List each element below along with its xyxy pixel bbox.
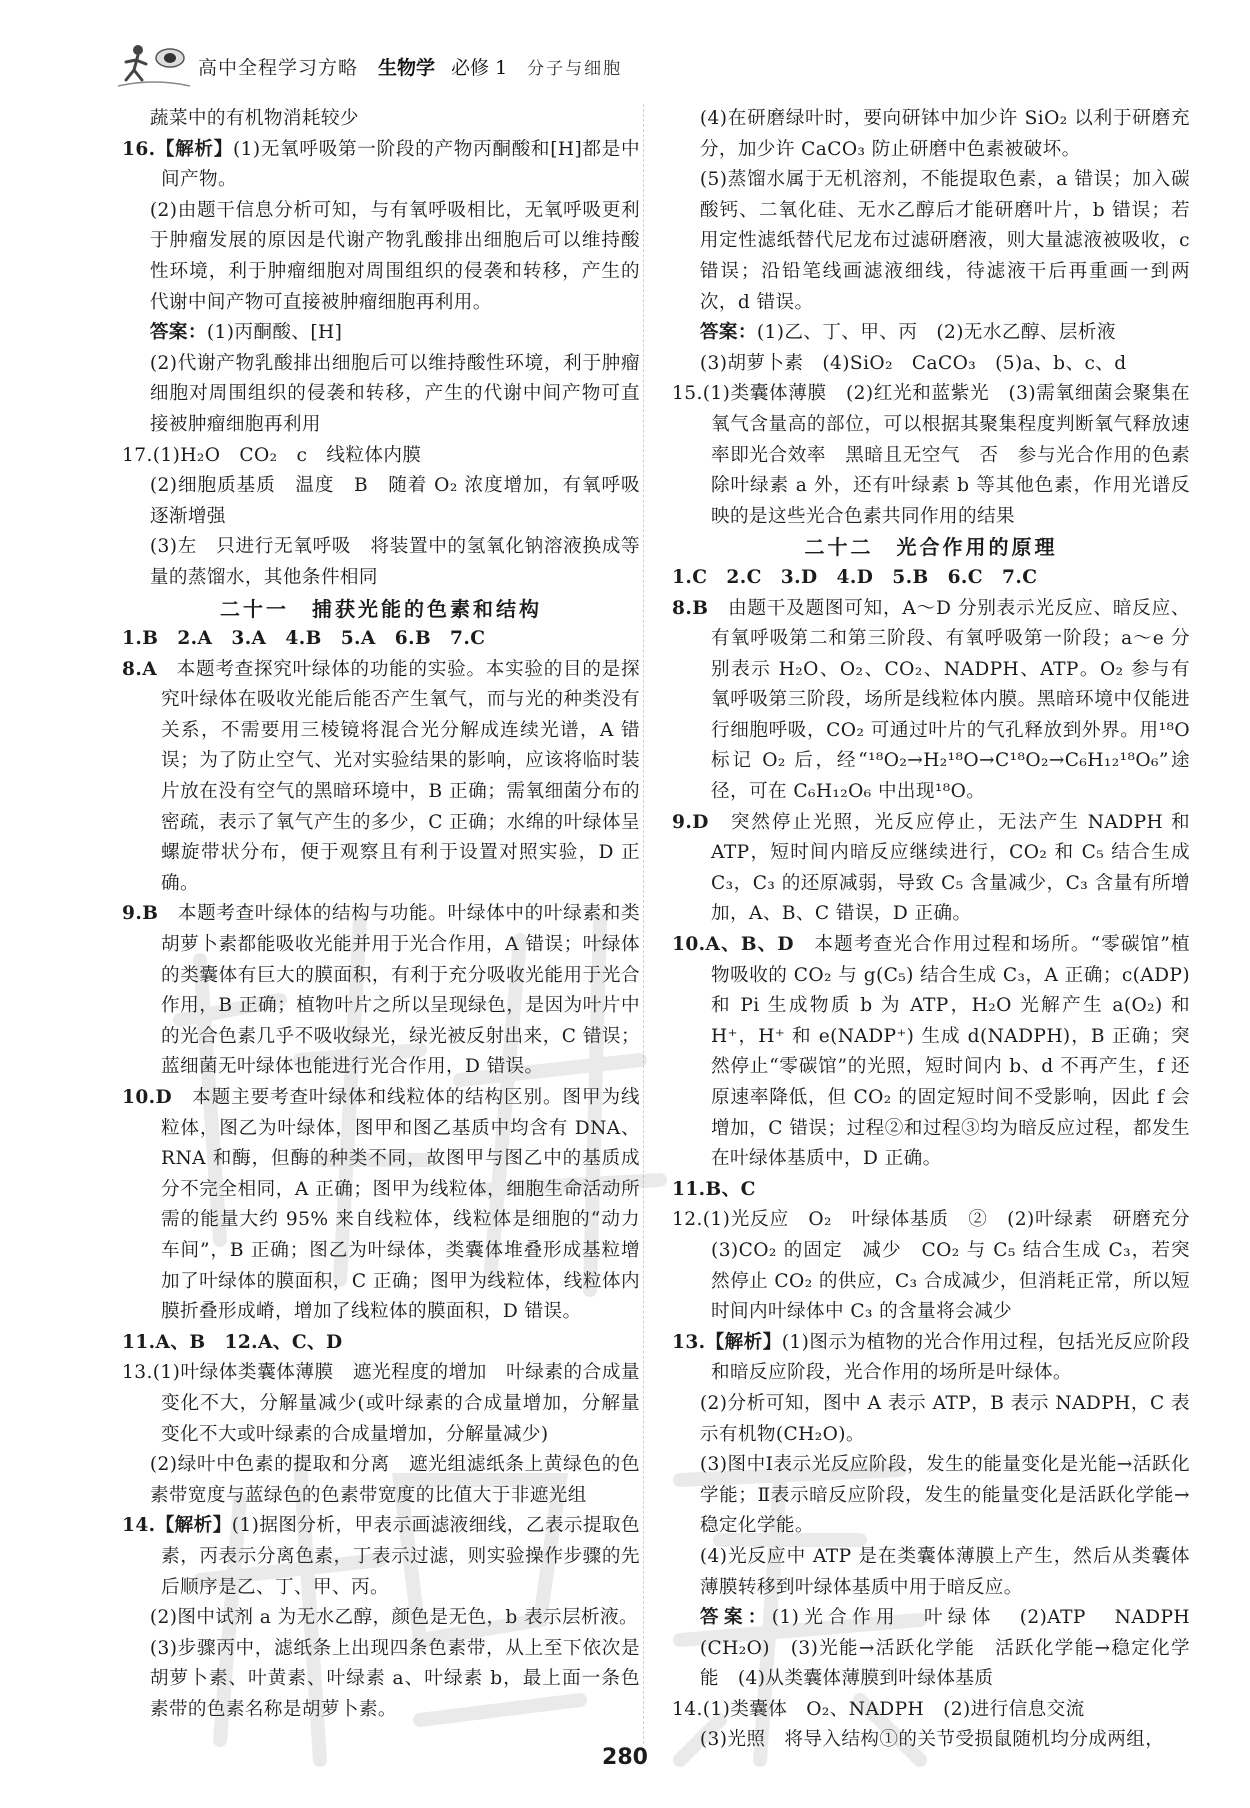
answer-paragraph	[122, 1358, 640, 1450]
answer-text: 本题考查叶绿体的结构与功能。叶绿体中的叶绿素和类胡萝卜素都能吸收光能并用于光合作用，A 错误；叶绿体的类囊体有巨大的膜面积，有利于充分吸收光能用于光合作用，B 正确；植物叶片之所以呈现绿色，是因为叶片中的光合色素几乎不吸收绿光，绿光被反射出来，C 错误；蓝细菌无叶绿体也能进行光合作用，D 错误。	[158, 903, 640, 1078]
answer-text: 17.(1)H₂O CO₂ c 线粒体内膜	[122, 444, 422, 466]
answer-paragraph	[672, 349, 1190, 380]
answer-paragraph	[122, 104, 640, 135]
answer-paragraph	[122, 318, 640, 349]
answer-label: 8.B	[672, 597, 709, 619]
answer-text: 二十二 光合作用的原理	[804, 535, 1058, 560]
answer-text: (4)光反应中 ATP 是在类囊体薄膜上产生，然后从类囊体薄膜转移到叶绿体基质中用于暗反应。	[699, 1545, 1190, 1598]
answer-paragraph	[672, 104, 1190, 165]
column-divider	[643, 104, 644, 1744]
answer-paragraph	[672, 563, 1190, 594]
series-title: 高中全程学习方略	[198, 56, 359, 79]
answer-text: (2)分析可知，图中 A 表示 ATP，B 表示 NADPH，C 表示有机物(CH₂O)。	[699, 1392, 1190, 1445]
section-heading	[672, 532, 1190, 563]
answer-paragraph	[672, 1328, 1190, 1389]
answer-paragraph	[672, 1175, 1190, 1206]
answer-text: 1.B 2.A 3.A 4.B 5.A 6.B 7.C	[122, 628, 486, 650]
answer-paragraph	[672, 594, 1190, 808]
answer-paragraph	[672, 1450, 1190, 1542]
answer-text: 11.A、B 12.A、C、D	[122, 1331, 343, 1353]
answer-paragraph	[672, 1542, 1190, 1603]
answer-text: (3)步骤丙中，滤纸条上出现四条色素带，从上至下依次是胡萝卜素、叶黄素、叶绿素 a、叶绿素 b，最上面一条色素带的色素名称是胡萝卜素。	[149, 1637, 640, 1720]
answer-label: 10.D	[122, 1087, 173, 1108]
section-heading	[122, 594, 640, 625]
answer-paragraph	[672, 165, 1190, 318]
answer-paragraph	[122, 471, 640, 532]
answer-paragraph	[672, 1389, 1190, 1450]
answer-paragraph	[672, 379, 1190, 532]
answer-paragraph	[672, 318, 1190, 349]
answer-text: (2)细胞质基质 温度 B 随着 O₂ 浓度增加，有氧呼吸逐渐增强	[149, 475, 640, 527]
answer-label: 9.D	[672, 811, 709, 833]
answer-text: 突然停止光照，光反应停止，无法产生 NADPH 和 ATP，短时间内暗反应继续进行，CO₂ 和 C₅ 结合生成 C₃，C₃ 的还原减弱，导致 C₅ 含量减少，C₃ 含量有所增加，A、B、C 错误，D 正确。	[708, 811, 1190, 925]
answer-text: 12.(1)光反应 O₂ 叶绿体基质 ② (2)叶绿素 研磨充分 (3)CO₂ 的固定 减少 CO₂ 与 C₅ 结合生成 C₃，若突然停止 CO₂ 的供应，C₃ 合成减少，但消耗正常，所以短时间内叶绿体中 C₃ 的含量将会减少	[672, 1209, 1209, 1323]
page-number: 280	[602, 1745, 648, 1770]
answer-text: (1)据图分析，甲表示画滤液细线，乙表示提取色素，丙表示分离色素，丁表示过滤，则实验操作步骤的先后顺序是乙、丁、甲、丙。	[161, 1515, 640, 1598]
answer-text: 蔬菜中的有机物消耗较少	[149, 108, 359, 129]
answer-paragraph	[122, 1450, 640, 1511]
answer-label: 14.【解析】	[122, 1515, 232, 1537]
answer-text: 本题主要考查叶绿体和线粒体的结构区别。图甲为线粒体，图乙为叶绿体，图甲和图乙基质中均含有 DNA、RNA 和酶，但酶的种类不同，故图甲与图乙中的基质成分不完全相同，A 正确；图甲为线粒体，细胞生命活动所需的能量大约 95% 来自线粒体，线粒体是细胞的“动力车间”，B 正确；图乙为叶绿体，类囊体堆叠形成基粒增加了叶绿体的膜面积，C 正确；图甲为线粒体，线粒体内膜折叠形成嵴，增加了线粒体的膜面积，D 错误。	[161, 1087, 640, 1323]
answer-text: (1)丙酮酸、[H]	[206, 322, 343, 344]
answer-text: (5)蒸馏水属于无机溶剂，不能提取色素，a 错误；加入碳酸钙、二氧化硅、无水乙醇后才能研磨叶片，b 错误；若用定性滤纸替代尼龙布过滤研磨液，则大量滤液被吸收，c 错误；沿铅笔线画滤液细线，待滤液干后再重画一到两次，d 错误。	[699, 169, 1190, 313]
answer-text: (2)绿叶中色素的提取和分离 遮光组滤纸条上黄绿色的色素带宽度与蓝绿色的色素带宽度的比值大于非遮光组	[149, 1454, 640, 1506]
answer-text: 13.(1)叶绿体类囊体薄膜 遮光程度的增加 叶绿素的合成量变化不大，分解量减少(或叶绿素的合成量增加，分解量变化不大或叶绿素的合成量增加，分解量减少)	[122, 1362, 640, 1445]
answer-text: (3)图中Ⅰ表示光反应阶段，发生的能量变化是光能→活跃化学能；Ⅱ表示暗反应阶段，发生的能量变化是活跃化学能→稳定化学能。	[699, 1454, 1190, 1537]
answer-paragraph	[122, 1634, 640, 1726]
volume-label: 必修 1	[451, 56, 508, 79]
answer-text: 15.(1)类囊体薄膜 (2)红光和蓝紫光 (3)需氧细菌会聚集在氧气含量高的部位，可以根据其聚集程度判断氧气释放速率即光合效率 黑暗且无空气 否 参与光合作用的色素除叶绿素 a 外，还有叶绿素 b 等其他色素，作用光谱反映的是这些光合色素共同作用的结果	[672, 383, 1190, 527]
answer-text: 1.C 2.C 3.D 4.D 5.B 6.C 7.C	[672, 566, 1038, 588]
answer-text: 11.B、C	[672, 1178, 756, 1200]
answer-text: (1)乙、丁、甲、丙 (2)无水乙醇、层析液	[756, 322, 1116, 344]
answer-paragraph	[672, 1205, 1209, 1327]
left-column	[122, 104, 640, 1725]
answer-text: 14.(1)类囊体 O₂、NADPH (2)进行信息交流	[672, 1698, 1085, 1720]
answer-paragraph	[122, 441, 640, 472]
answer-label: 答案：	[149, 322, 207, 344]
answer-label: 13.【解析】	[672, 1331, 782, 1353]
answer-text: (1)图示为植物的光合作用过程，包括光反应阶段和暗反应阶段，光合作用的场所是叶绿体。	[711, 1331, 1190, 1384]
answer-paragraph	[122, 899, 640, 1083]
answer-text: (1)无氧呼吸第一阶段的产物丙酮酸和[H]都是中间产物。	[161, 138, 640, 191]
runner-logo-icon	[118, 40, 190, 92]
answer-label: 10.A、B、D	[672, 934, 794, 956]
answer-paragraph	[672, 1725, 1190, 1756]
answer-text: (3)左 只进行无氧呼吸 将装置中的氢氧化钠溶液换成等量的蒸馏水，其他条件相同	[149, 536, 640, 588]
answer-paragraph	[122, 1603, 640, 1634]
answer-paragraph	[122, 135, 640, 196]
answer-paragraph	[122, 532, 640, 593]
answer-paragraph	[122, 1328, 640, 1359]
answer-paragraph	[672, 808, 1190, 930]
answer-label: 16.【解析】	[122, 138, 234, 160]
answer-paragraph	[122, 655, 640, 900]
answer-label: 8.A	[122, 658, 158, 680]
answer-paragraph	[672, 1603, 1210, 1695]
page-header	[118, 40, 1178, 92]
answer-paragraph	[122, 1511, 640, 1603]
answer-paragraph	[122, 624, 640, 655]
answer-text: 由题干及题图可知，A～D 分别表示光反应、暗反应、有氧呼吸第二和第三阶段、有氧呼吸第一阶段；a～e 分别表示 H₂O、O₂、CO₂、NADPH、ATP。O₂ 参与有氧呼吸第三阶段，场所是线粒体内膜。黑暗环境中仅能进行细胞呼吸，CO₂ 可通过叶片的气孔释放到外界。用¹⁸O 标记 O₂ 后，经“¹⁸O₂→H₂¹⁸O→C¹⁸O₂→C₆H₁₂¹⁸O₆”途径，可在 C₆H₁₂O₆ 中出现¹⁸O。	[708, 597, 1190, 803]
subject-title: 生物学	[378, 56, 436, 79]
answer-text: (3)光照 将导入结构①的关节受损鼠随机均分成两组，	[699, 1729, 1165, 1751]
answer-label: 答案：	[699, 1607, 772, 1629]
answer-paragraph	[122, 196, 640, 318]
answer-paragraph	[672, 930, 1190, 1175]
answer-text: (3)胡萝卜素 (4)SiO₂ CaCO₃ (5)a、b、c、d	[699, 352, 1127, 374]
answer-text: (2)代谢产物乳酸排出细胞后可以维持酸性环境，利于肿瘤细胞对周围组织的侵袭和转移，产生的代谢中间产物可直接被肿瘤细胞再利用	[149, 352, 640, 435]
answer-text: (4)在研磨绿叶时，要向研钵中加少许 SiO₂ 以利于研磨充分，加少许 CaCO₃ 防止研磨中色素被破坏。	[699, 108, 1190, 160]
answer-text: 二十一 捕获光能的色素和结构	[220, 596, 542, 621]
right-column	[672, 104, 1210, 1756]
answer-text: (1)光合作用 叶绿体 (2)ATP NADPH (CH₂O) (3)光能→活跃化学能 活跃化学能→稳定化学能 (4)从类囊体薄膜到叶绿体基质	[699, 1607, 1210, 1690]
answer-text: 本题考查光合作用过程和场所。“零碳馆”植物吸收的 CO₂ 与 g(C₅) 结合生成 C₃，A 正确；c(ADP) 和 Pi 生成物质 b 为 ATP，H₂O 光解产生 a(O₂) 和 H⁺，H⁺ 和 e(NADP⁺) 生成 d(NADPH)，B 正确；突然停止“零碳馆”的光照，短时间内 b、d 不再产生，f 还原速率降低，但 CO₂ 的固定短时间不受影响，因此 f 会增加，C 错误；过程②和过程③均为暗反应过程，都发生在叶绿体基质中，D 正确。	[711, 934, 1190, 1170]
answer-paragraph	[672, 1695, 1190, 1726]
answer-label: 9.B	[122, 903, 159, 925]
answer-label: 答案：	[699, 322, 757, 344]
answer-text: (2)图中试剂 a 为无水乙醇，颜色是无色，b 表示层析液。	[149, 1607, 639, 1629]
topic-label: 分子与细胞	[527, 58, 623, 79]
answer-paragraph	[122, 349, 640, 441]
answer-paragraph	[122, 1083, 640, 1328]
answer-text: 本题考查探究叶绿体的功能的实验。本实验的目的是探究叶绿体在吸收光能后能否产生氧气，而与光的种类没有关系，不需要用三棱镜将混合光分解成连续光谱，A 错误；为了防止空气、光对实验结果的影响，应该将临时装片放在没有空气的黑暗环境中，B 正确；需氧细菌分布的密疏，表示了氧气产生的多少，C 正确；水绵的叶绿体呈螺旋带状分布，便于观察且有利于设置对照实验，D 正确。	[157, 658, 640, 894]
answer-text: (2)由题干信息分析可知，与有氧呼吸相比，无氧呼吸更利于肿瘤发展的原因是代谢产物乳酸排出细胞后可以维持酸性环境，利于肿瘤细胞对周围组织的侵袭和转移，产生的代谢中间产物可直接被肿瘤细胞再利用。	[149, 199, 640, 313]
